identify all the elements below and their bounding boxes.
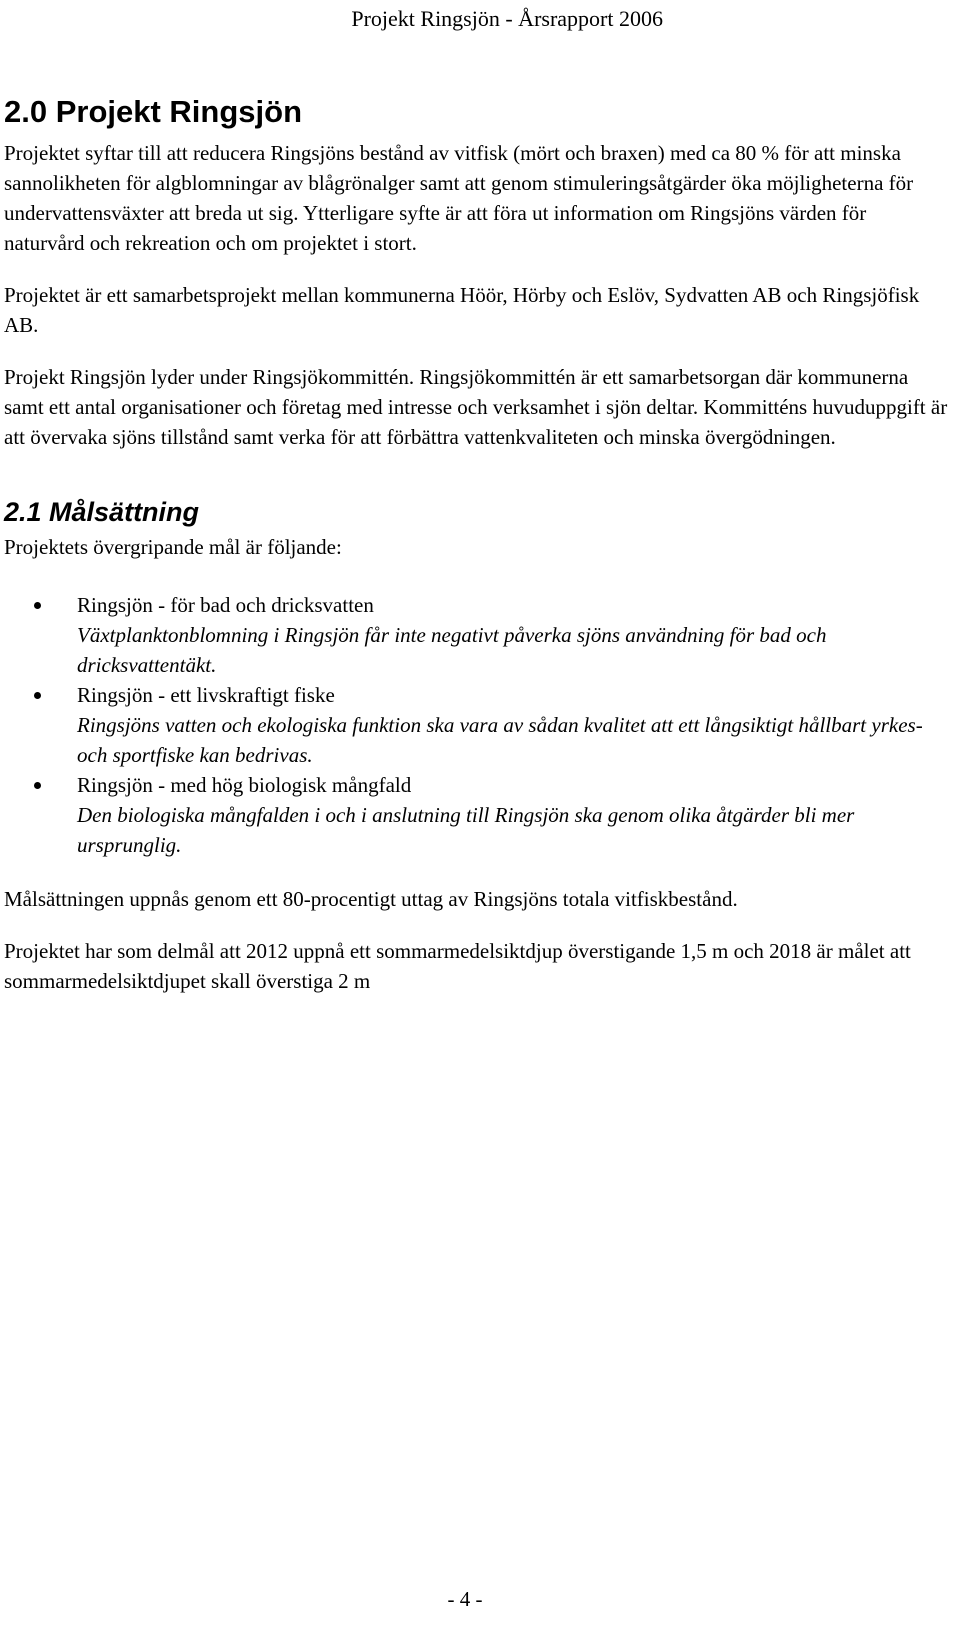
goal-description: Den biologiska mångfalden i och i anslutning till Ringsjön ska genom olika åtgärder bli mer ursprunglig. [77,803,855,857]
paragraph-purpose: Projektet syftar till att reducera Ringsjöns bestånd av vitfisk (mört och braxen) med ca 80 % för att minska sannolikheten för algblomningar av blågrönalger samt att genom stimuleringsåtgärder öka möjligheterna för undervattensväxter att breda ut sig. Ytterligare syfte är att föra ut information om Ringsjöns värden för naturvård och rekreation och om projektet i stort. [4,141,914,255]
goals-list [4,590,950,860]
paragraph-committee: Projekt Ringsjön lyder under Ringsjökommittén. Ringsjökommittén är ett samarbetsorgan där kommunerna samt ett antal organisationer och företag med intresse och verksamhet i sjön deltar. Kommitténs huvuduppgift är att övervaka sjöns tillstånd samt verka för att förbättra vattenkvaliteten och minska övergödningen. [4,365,948,449]
goal-description: Växtplanktonblomning i Ringsjön får inte negativt påverka sjöns användning för bad och dricksvattentäkt. [77,623,827,677]
bullet-icon [34,782,41,789]
running-header: Projekt Ringsjön - Årsrapport 2006 [351,6,663,31]
goal-title: Ringsjön - med hög biologisk mångfald [77,773,412,797]
goal-title: Ringsjön - ett livskraftigt fiske [77,683,335,707]
page-number-label: - 4 - [447,1587,483,1611]
goal-description: Ringsjöns vatten och ekologiska funktion ska vara av sådan kvalitet att ett långsiktigt hållbart yrkes- och sportfiske kan bedrivas. [77,713,923,767]
bullet-icon [34,692,41,699]
page-number [0,1584,930,1614]
goal-item [4,770,950,860]
goals-intro: Projektets övergripande mål är följande: [4,535,342,559]
paragraph-partners: Projektet är ett samarbetsprojekt mellan kommunerna Höör, Hörby och Eslöv, Sydvatten AB och Ringsjöfisk AB. [4,283,920,337]
document-body [4,90,950,996]
paragraph-subgoal: Projektet har som delmål att 2012 uppnå ett sommarmedelsiktdjup överstigande 1,5 m och 2018 är målet att sommarmedelsiktdjupet skall överstiga 2 m [4,939,911,993]
paragraph-method: Målsättningen uppnås genom ett 80-procentigt uttag av Ringsjöns totala vitfiskbestånd. [4,887,738,911]
bullet-icon [34,602,41,609]
section-heading-project: 2.0 Projekt Ringsjön [4,94,303,129]
section-heading-goals: 2.1 Målsättning [4,497,200,527]
goal-item [4,590,950,680]
goal-title: Ringsjön - för bad och dricksvatten [77,593,374,617]
goal-item [4,680,950,770]
